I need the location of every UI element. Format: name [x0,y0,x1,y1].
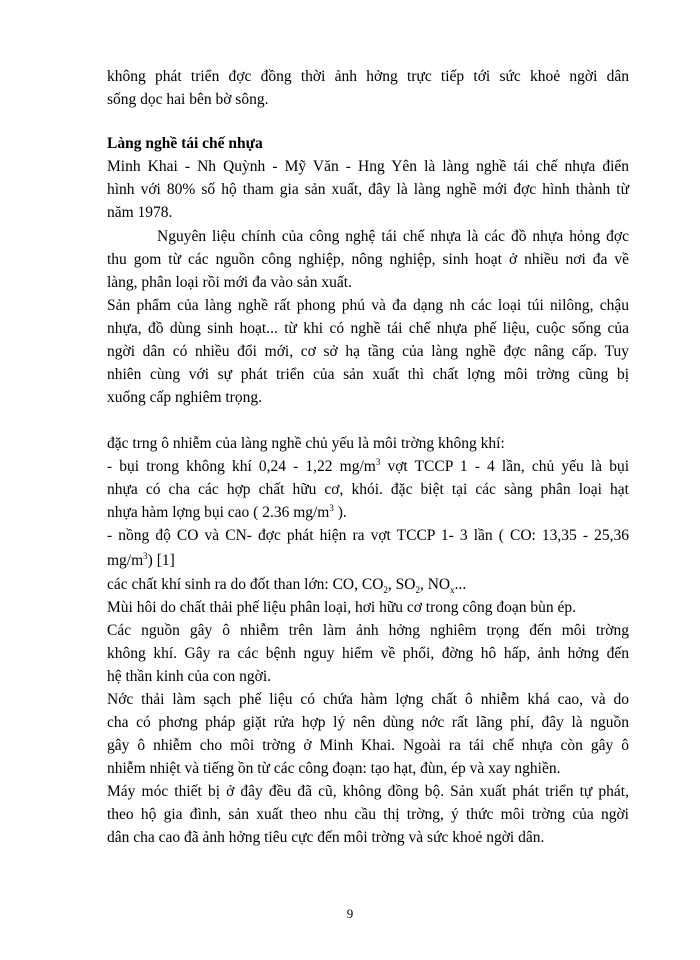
paragraph-line: làng, phân loại rồi mới đa vào sản xuất. [107,274,352,291]
text-run: , SO [387,576,416,593]
paragraph-line: Minh Khai - Nh Quỳnh - Mỹ Văn - Hng Yên là làng nghề tái chế nhựa điển [107,158,629,175]
paragraph-line: nhiên cùng với sự phát triển của sản xuất thì chất lợng môi trờng cũng bị [107,366,629,383]
paragraph-line: Mùi hôi do chất thải phế liệu phân loại, hơi hữu cơ trong công đoạn bùn ép. [107,599,577,616]
text-run: nhựa hàm lợng bụi cao ( 2.36 mg/m [107,504,330,521]
paragraph-line: sống dọc hai bên bờ sông. [107,91,269,108]
paragraph-line: ngời dân có nhiều đổi mới, cơ sở hạ tầng của làng nghề đợc nâng cấp. Tuy [107,343,629,360]
paragraph-line: hệ thần kinh của con ngời. [107,668,272,685]
paragraph-line: thu gom từ các nguồn công nghiệp, nông nghiệp, sinh hoạt ở nhiều nơi đa về [107,251,629,268]
section-heading: Làng nghề tái chế nhựa [107,135,263,152]
paragraph-line: nhiễm nhiệt và tiếng ồn từ các công đoạn: tạo hạt, đùn, ép và xay nghiền. [107,760,561,777]
text-run: các chất khí sinh ra do đốt than lớn: CO, CO [107,576,384,593]
paragraph-line: năm 1978. [107,204,173,221]
paragraph-line: Máy móc thiết bị ở đây đều đã cũ, không đồng bộ. Sản xuất phát triển tự phát, [107,783,629,800]
text-run: ). [333,504,347,521]
paragraph-line [107,457,629,477]
superscript: 3 [375,456,381,467]
text-run: - bụi trong không khí 0,24 - 1,22 mg/m [107,458,376,475]
page-number: 9 [346,906,354,921]
superscript: 3 [329,502,334,513]
paragraph-line: Nớc thải làm sạch phế liệu có chứa hàm lợng chất ô nhiễm khá cao, và do [107,691,629,708]
paragraph-line: Sản phẩm của làng nghề rất phong phú và đa dạng nh các loại túi nilông, chậu [107,297,629,314]
subscript: x [450,585,455,596]
text-run: mg/m [107,552,144,569]
paragraph-line: Các nguồn gây ô nhiễm trên làm ảnh hởng nghiêm trọng đến môi trờng [107,622,629,639]
text-run: ) [1] [147,552,175,569]
paragraph-line [107,575,629,595]
superscript: 3 [143,550,148,561]
paragraph-line: Nguyên liệu chính của công nghệ tái chế nhựa là các đồ nhựa hỏng đợc [157,228,629,245]
paragraph-line: - nồng độ CO và CN- đợc phát hiện ra vợt TCCP 1- 3 lần ( CO: 13,35 - 25,36 [107,527,629,544]
subscript: 2 [415,585,420,596]
paragraph-line: nhựa có cha các hợp chất hữu cơ, khói. đặc biệt tại các sàng phân loại hạt [107,481,629,498]
text-run: ... [454,576,467,593]
paragraph-line: hình với 80% số hộ tham gia sản xuất, đây là làng nghề mới đợc hình thành từ [107,181,629,198]
paragraph-line [107,503,629,523]
paragraph-line: không phát triển đợc đồng thời ảnh hởng trực tiếp tới sức khoẻ ngời dân [107,68,629,85]
paragraph-line: không khí. Gây ra các bệnh nguy hiểm về phổi, đờng hô hấp, ảnh hởng đến [107,645,629,662]
paragraph-line: đặc trng ô nhiễm của làng nghề chủ yếu là môi trờng không khí: [107,435,505,452]
paragraph-line [107,551,629,571]
paragraph-line: xuống cấp nghiêm trọng. [107,389,262,406]
paragraph-line: nhựa, đồ dùng sinh hoạt... từ khi có nghề tái chế nhựa phế liệu, cuộc sống của [107,320,629,337]
subscript: 2 [383,585,388,596]
text-run: vợt TCCP 1 - 4 lần, chủ yếu là bụi [380,458,629,475]
text-run: , NO [419,576,451,593]
paragraph-line: theo hộ gia đình, sản xuất theo nhu cầu thị trờng, ý thức môi trờng của ngời [107,806,629,823]
paragraph-line: cha có phơng pháp giặt rửa hợp lý nên dùng nớc rất lãng phí, đây là nguồn [107,714,629,731]
paragraph-line: gây ô nhiễm cho môi trờng ở Minh Khai. Ngoài ra tái chế nhựa còn gây ô [107,737,629,754]
paragraph-line: dân cha cao đã ảnh hởng tiêu cực đến môi trờng và sức khoẻ ngời dân. [107,829,545,846]
